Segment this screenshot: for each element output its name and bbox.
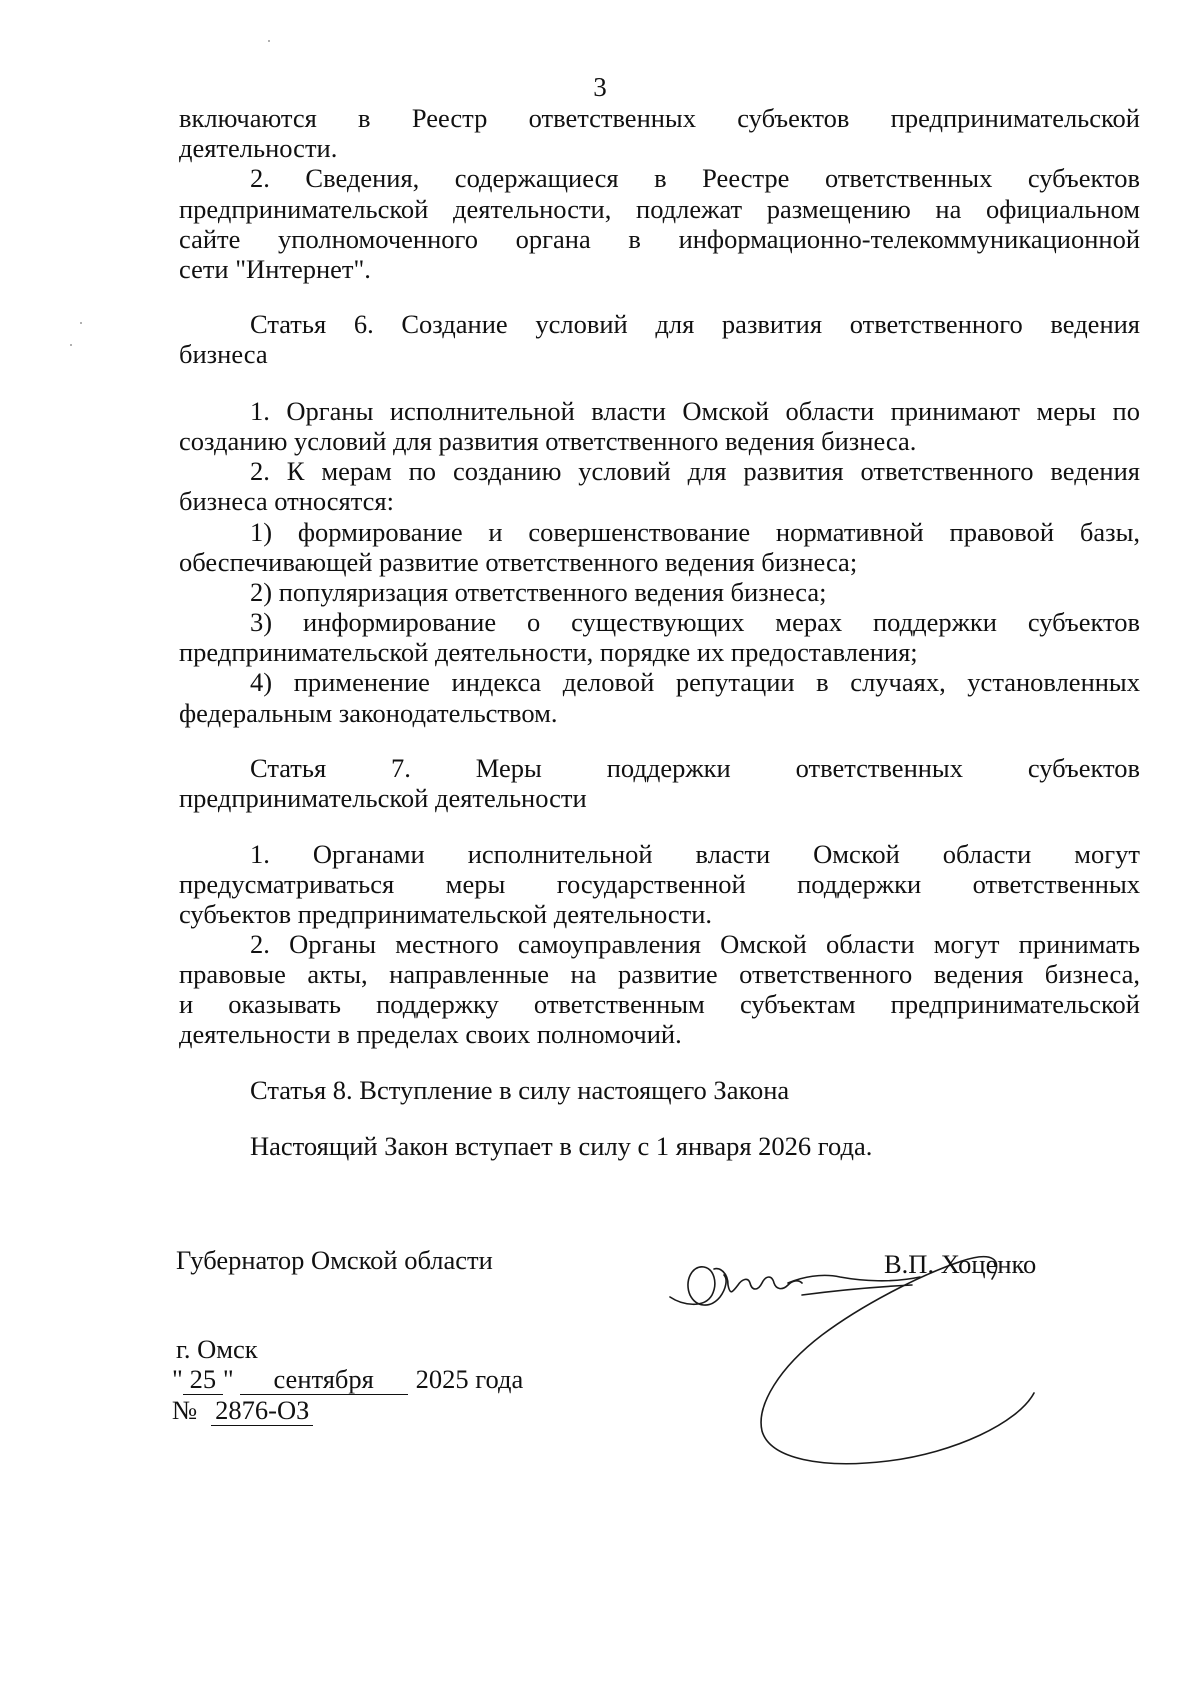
text-line: созданию условий для развития ответственного ведения бизнеса. — [179, 426, 917, 456]
text-line: деятельности в пределах своих полномочий. — [179, 1019, 682, 1049]
handwritten-signature — [662, 1255, 1042, 1485]
text-line: и оказывать поддержку ответственным субъектам предпринимательской — [179, 989, 1140, 1019]
signatory-name: В.П. Хоценко — [884, 1249, 1037, 1279]
text-line: 4) применение индекса деловой репутации в случаях, установленных — [250, 667, 1140, 697]
article-6-heading-cont: бизнеса — [179, 339, 268, 369]
date-quote-close: " — [222, 1364, 234, 1394]
date-month: сентября — [240, 1364, 408, 1395]
text-line: предусматриваться меры государственной поддержки ответственных — [179, 869, 1140, 899]
number-sign: № — [172, 1395, 198, 1425]
text-line: 2. Сведения, содержащиеся в Реестре ответственных субъектов — [250, 163, 1140, 193]
text-line: предпринимательской деятельности, порядке их предоставления; — [179, 637, 918, 667]
law-number-line — [172, 1394, 313, 1426]
article-7-heading: Статья 7. Меры поддержки ответственных субъектов — [250, 753, 1140, 783]
text-line: включаются в Реестр ответственных субъектов предпринимательской — [179, 103, 1140, 133]
text-line: сети "Интернет". — [179, 254, 371, 284]
scan-speck — [268, 40, 270, 42]
text-line: сайте уполномоченного органа в информационно-телекоммуникационной — [179, 224, 1140, 254]
text-line: деятельности. — [179, 133, 338, 163]
text-line: 1. Органами исполнительной власти Омской области могут — [250, 839, 1140, 869]
text-line: бизнеса относятся: — [179, 486, 394, 516]
text-line: 1. Органы исполнительной власти Омской области принимают меры по — [250, 396, 1140, 426]
date-quote-open: " — [172, 1364, 183, 1394]
text-line: обеспечивающей развитие ответственного ведения бизнеса; — [179, 547, 858, 577]
city: г. Омск — [176, 1334, 258, 1364]
text-line: 2. К мерам по созданию условий для развития ответственного ведения — [250, 456, 1140, 486]
date-day: 25 — [183, 1364, 223, 1395]
text-line: федеральным законодательством. — [179, 698, 558, 728]
scan-speck — [80, 322, 82, 324]
signatory-position: Губернатор Омской области — [176, 1245, 493, 1275]
article-6-heading: Статья 6. Создание условий для развития ответственного ведения — [250, 309, 1140, 339]
text-line: 2) популяризация ответственного ведения бизнеса; — [250, 577, 827, 607]
text-line: 3) информирование о существующих мерах поддержки субъектов — [250, 607, 1140, 637]
date-year: 2025 года — [415, 1364, 524, 1394]
text-line: субъектов предпринимательской деятельности. — [179, 899, 713, 929]
page-number: 3 — [593, 72, 607, 102]
text-line: Настоящий Закон вступает в силу с 1 января 2026 года. — [250, 1131, 873, 1161]
article-8-heading: Статья 8. Вступление в силу настоящего Закона — [250, 1075, 790, 1105]
law-number: 2876-ОЗ — [211, 1395, 313, 1426]
article-7-heading-cont: предпринимательской деятельности — [179, 783, 587, 813]
text-line: 1) формирование и совершенствование нормативной правовой базы, — [250, 517, 1140, 547]
text-line: предпринимательской деятельности, подлежат размещению на официальном — [179, 194, 1140, 224]
text-line: правовые акты, направленные на развитие ответственного ведения бизнеса, — [179, 959, 1140, 989]
scan-speck — [70, 344, 72, 346]
text-line: 2. Органы местного самоуправления Омской области могут принимать — [250, 929, 1140, 959]
signing-date — [172, 1363, 523, 1395]
